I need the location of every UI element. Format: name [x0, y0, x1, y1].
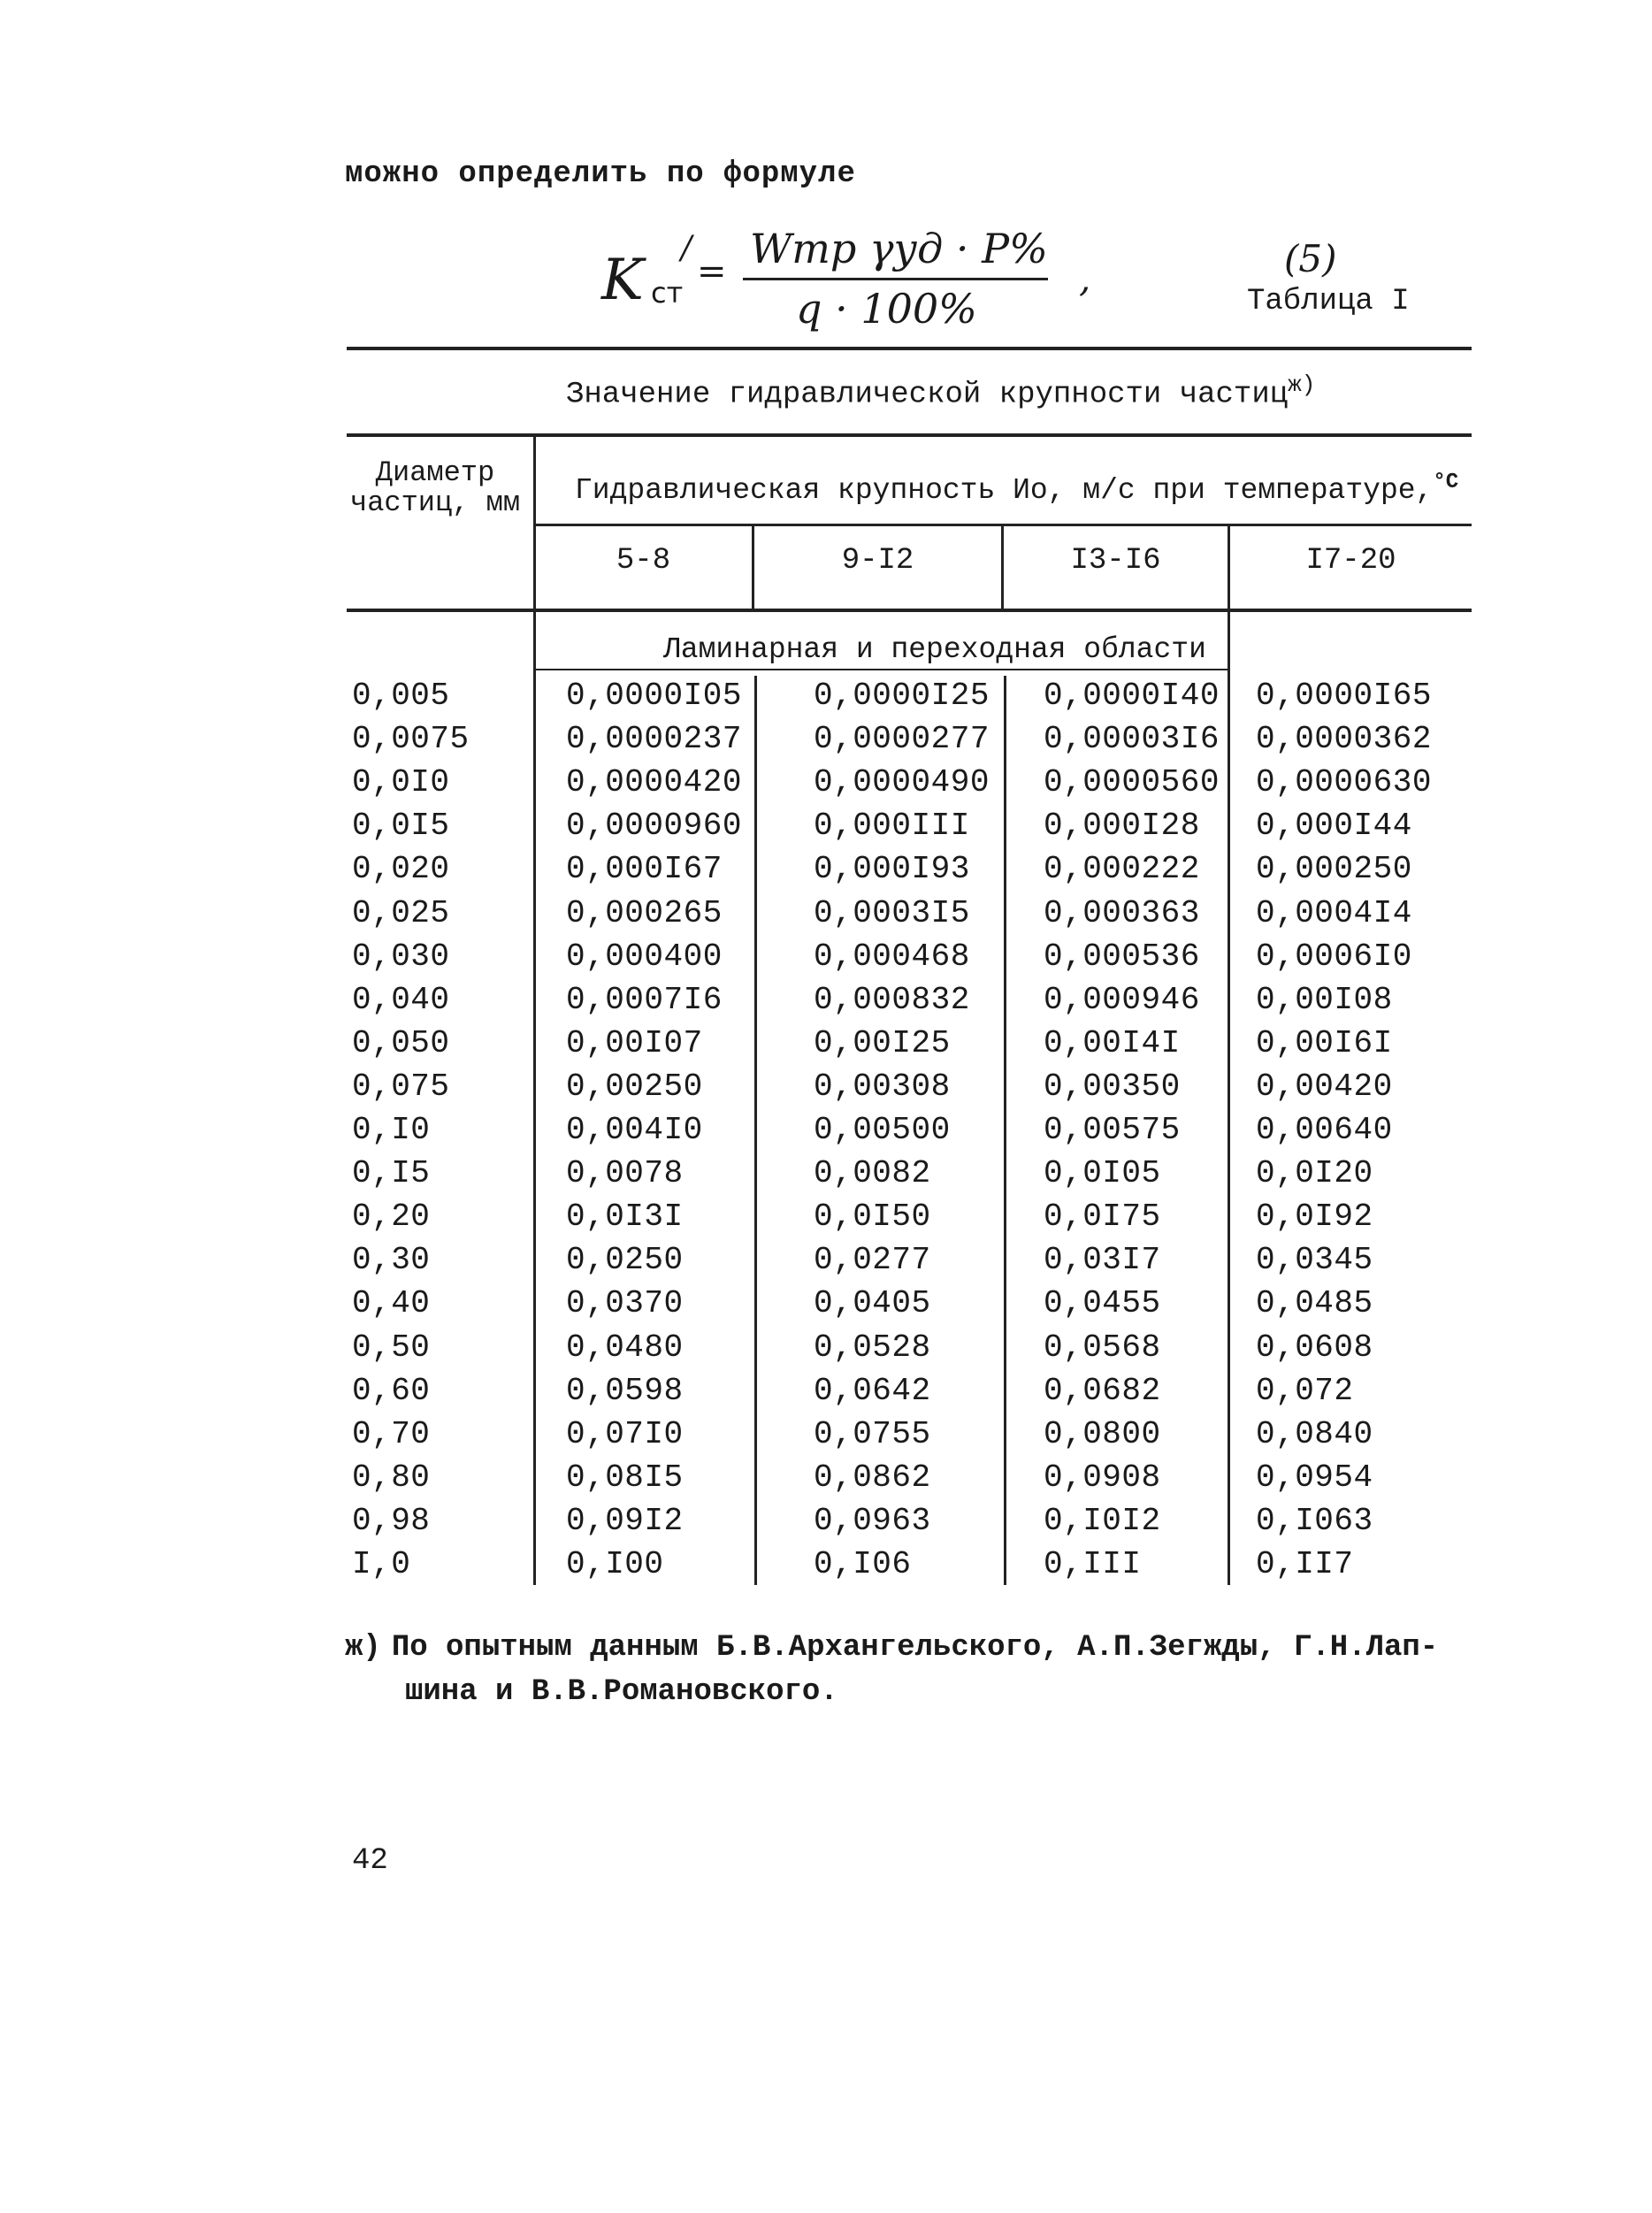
cell-velocity: 0,0908: [1044, 1459, 1161, 1496]
cell-velocity: 0,0963: [814, 1503, 931, 1539]
formula-numerator: Wтр γуд · P%: [750, 225, 1048, 272]
cell-diameter: 0,60: [352, 1373, 431, 1409]
cell-diameter: 0,50: [352, 1329, 431, 1366]
footnote: [345, 1626, 1495, 1714]
cell-velocity: 0,0078: [566, 1155, 684, 1191]
col-divider-1: [533, 435, 536, 1585]
cell-velocity: 0,00I4I: [1044, 1025, 1181, 1061]
cell-velocity: 0,0000I25: [814, 678, 990, 714]
cell-diameter: 0,98: [352, 1503, 431, 1539]
cell-velocity: 0,000363: [1044, 895, 1200, 931]
cell-diameter: 0,0I5: [352, 808, 450, 844]
cell-diameter: 0,I5: [352, 1155, 431, 1191]
cell-diameter: 0,I0: [352, 1112, 431, 1148]
cell-diameter: 0,40: [352, 1285, 431, 1321]
cell-velocity: 0,00250: [566, 1068, 703, 1105]
cell-diameter: 0,30: [352, 1242, 431, 1278]
cell-velocity: 0,0I05: [1044, 1155, 1161, 1191]
formula: [601, 221, 1097, 336]
section-bottom-rule: [535, 669, 1228, 670]
cell-velocity: 0,000222: [1044, 851, 1200, 887]
cell-velocity: 0,0840: [1256, 1416, 1373, 1452]
cell-velocity: 0,0568: [1044, 1329, 1161, 1366]
cell-velocity: 0,000I28: [1044, 808, 1200, 844]
cell-velocity: 0,00I6I: [1256, 1025, 1393, 1061]
header-col-3: I3-I6: [1070, 544, 1161, 578]
cell-velocity: 0,0006I0: [1256, 938, 1412, 975]
cell-velocity: 0,0405: [814, 1285, 931, 1321]
footnote-mark: ж): [345, 1631, 381, 1665]
cell-velocity: 0,0000630: [1256, 764, 1432, 800]
cell-velocity: 0,II7: [1256, 1546, 1354, 1582]
header-diameter: Диаметр частиц, мм: [349, 456, 521, 519]
cell-diameter: 0,025: [352, 895, 450, 931]
cell-velocity: 0,000536: [1044, 938, 1200, 975]
cell-velocity: 0,004I0: [566, 1112, 703, 1148]
header-col-2: 9-I2: [841, 544, 914, 578]
cell-velocity: 0,0954: [1256, 1459, 1373, 1496]
table-label: Таблица I: [1247, 285, 1410, 318]
cell-velocity: 0,0800: [1044, 1416, 1161, 1452]
cell-velocity: 0,00575: [1044, 1112, 1181, 1148]
formula-k: K: [601, 248, 644, 313]
cell-velocity: 0,I0I2: [1044, 1503, 1161, 1539]
cell-velocity: 0,0003I5: [814, 895, 970, 931]
cell-diameter: 0,0075: [352, 721, 470, 757]
cell-velocity: 0,0082: [814, 1155, 931, 1191]
cell-velocity: 0,0007I6: [566, 982, 723, 1018]
caption-bottom-rule: [347, 433, 1472, 437]
cell-velocity: 0,0862: [814, 1459, 931, 1496]
cell-velocity: 0,000832: [814, 982, 970, 1018]
cell-diameter: 0,005: [352, 678, 450, 714]
cell-velocity: 0,0608: [1256, 1329, 1373, 1366]
caption-footnote-mark: ж): [1288, 371, 1316, 398]
cell-velocity: 0,0370: [566, 1285, 684, 1321]
header-bottom-rule: [347, 609, 1472, 612]
cell-velocity: 0,03I7: [1044, 1242, 1161, 1278]
cell-velocity: 0,0000420: [566, 764, 742, 800]
cell-diameter: I,0: [352, 1546, 411, 1582]
cell-velocity: 0,0480: [566, 1329, 684, 1366]
cell-velocity: 0,0277: [814, 1242, 931, 1278]
col-divider-4: [1228, 524, 1230, 1585]
cell-velocity: 0,0755: [814, 1416, 931, 1452]
cell-diameter: 0,020: [352, 851, 450, 887]
cell-velocity: 0,000I93: [814, 851, 970, 887]
caption-text: Значение гидравлической крупности частиц: [566, 378, 1289, 412]
header-group-label: Гидравлическая крупность Ио, м/с при температуре,: [575, 474, 1434, 507]
col-divider-2-body: [754, 676, 757, 1585]
cell-velocity: 0,07I0: [566, 1416, 684, 1452]
col-divider-3-body: [1004, 676, 1006, 1585]
cell-velocity: 0,09I2: [566, 1503, 684, 1539]
cell-velocity: 0,I06: [814, 1546, 912, 1582]
header-group: [575, 471, 1458, 507]
cell-velocity: 0,00420: [1256, 1068, 1393, 1105]
cell-velocity: 0,0528: [814, 1329, 931, 1366]
cell-velocity: 0,000I67: [566, 851, 723, 887]
intro-text: можно определить по формуле: [345, 157, 856, 191]
cell-velocity: 0,0I3I: [566, 1198, 684, 1235]
cell-velocity: 0,0000960: [566, 808, 742, 844]
section-label: Ламинарная и переходная области: [663, 633, 1206, 666]
footnote-line-1: По опытным данным Б.В.Архангельского, А.П.Зегжды, Г.Н.Лап-: [391, 1631, 1439, 1665]
formula-k-prime: /: [681, 230, 692, 266]
cell-velocity: 0,0000490: [814, 764, 990, 800]
cell-diameter: 0,050: [352, 1025, 450, 1061]
cell-velocity: 0,000250: [1256, 851, 1412, 887]
cell-velocity: 0,0I92: [1256, 1198, 1373, 1235]
cell-velocity: 0,0I50: [814, 1198, 931, 1235]
cell-velocity: 0,00350: [1044, 1068, 1181, 1105]
formula-k-subscript: ст: [651, 276, 684, 310]
formula-fraction-bar: [743, 278, 1048, 280]
cell-diameter: 0,040: [352, 982, 450, 1018]
cell-diameter: 0,80: [352, 1459, 431, 1496]
cell-velocity: 0,0682: [1044, 1373, 1161, 1409]
cell-velocity: 0,000400: [566, 938, 723, 975]
table-caption: [566, 371, 1315, 411]
cell-velocity: 0,0345: [1256, 1242, 1373, 1278]
footnote-line-2: шина и В.В.Романовского.: [405, 1675, 838, 1709]
cell-velocity: 0,0000362: [1256, 721, 1432, 757]
cell-velocity: 0,I00: [566, 1546, 664, 1582]
cell-velocity: 0,0I20: [1256, 1155, 1373, 1191]
cell-velocity: 0,000III: [814, 808, 970, 844]
cell-velocity: 0,000265: [566, 895, 723, 931]
cell-velocity: 0,000468: [814, 938, 970, 975]
cell-velocity: 0,0598: [566, 1373, 684, 1409]
cell-diameter: 0,030: [352, 938, 450, 975]
cell-velocity: 0,I063: [1256, 1503, 1373, 1539]
cell-velocity: 0,0455: [1044, 1285, 1161, 1321]
cell-velocity: 0,00308: [814, 1068, 951, 1105]
cell-velocity: 0,0004I4: [1256, 895, 1412, 931]
table-top-rule: [347, 347, 1472, 350]
cell-diameter: 0,20: [352, 1198, 431, 1235]
cell-velocity: 0,0I75: [1044, 1198, 1161, 1235]
header-col-1: 5-8: [616, 544, 671, 578]
cell-velocity: 0,00640: [1256, 1112, 1393, 1148]
cell-velocity: 0,072: [1256, 1373, 1354, 1409]
cell-velocity: 0,0000277: [814, 721, 990, 757]
cell-velocity: 0,0485: [1256, 1285, 1373, 1321]
formula-number: (5): [1284, 237, 1337, 280]
cell-velocity: 0,00I07: [566, 1025, 703, 1061]
cell-velocity: 0,00I25: [814, 1025, 951, 1061]
cell-velocity: 0,0000I65: [1256, 678, 1432, 714]
cell-velocity: 0,00500: [814, 1112, 951, 1148]
cell-velocity: 0,0250: [566, 1242, 684, 1278]
cell-velocity: 0,0000I40: [1044, 678, 1220, 714]
cell-velocity: 0,08I5: [566, 1459, 684, 1496]
cell-diameter: 0,70: [352, 1416, 431, 1452]
page-number: 42: [352, 1844, 388, 1878]
formula-equals: =: [697, 251, 727, 292]
cell-velocity: 0,000I44: [1256, 808, 1412, 844]
cell-velocity: 0,0000560: [1044, 764, 1220, 800]
cell-diameter: 0,0I0: [352, 764, 450, 800]
formula-denominator: q · 100%: [796, 285, 977, 333]
cell-velocity: 0,III: [1044, 1546, 1142, 1582]
cell-velocity: 0,00003I6: [1044, 721, 1220, 757]
header-col-4: I7-20: [1305, 544, 1396, 578]
cell-velocity: 0,0642: [814, 1373, 931, 1409]
cell-diameter: 0,075: [352, 1068, 450, 1105]
cell-velocity: 0,000946: [1044, 982, 1200, 1018]
cell-velocity: 0,0000I05: [566, 678, 742, 714]
cell-velocity: 0,00I08: [1256, 982, 1393, 1018]
formula-comma: ,: [1079, 257, 1091, 300]
header-unit: °С: [1433, 471, 1459, 494]
cell-velocity: 0,0000237: [566, 721, 742, 757]
